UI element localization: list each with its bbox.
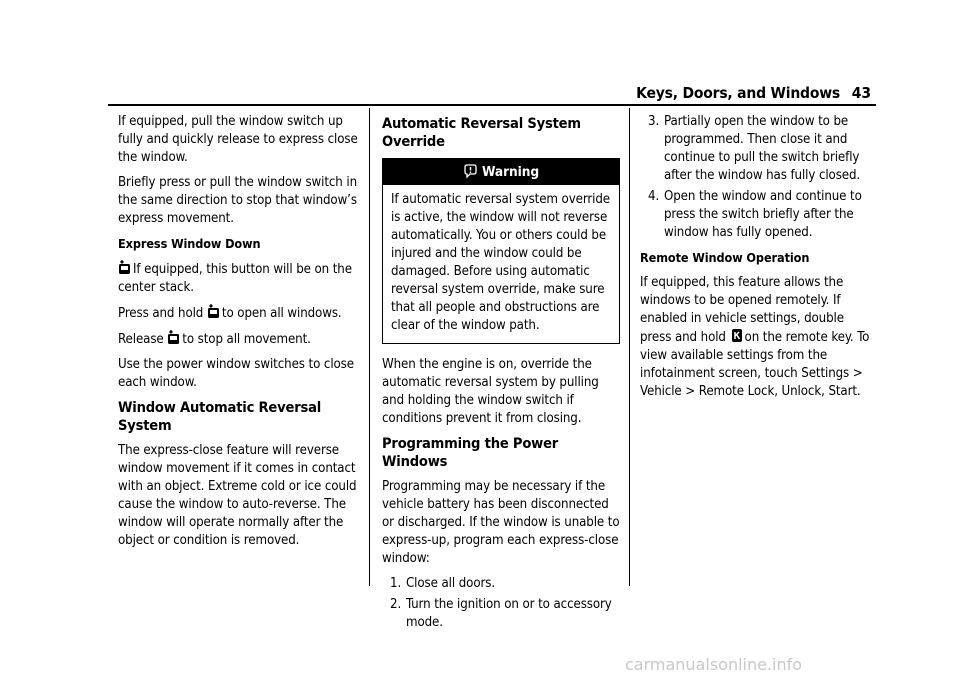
remote-text-b: on the remote key. To view available settings from the infotainment screen, touch Settings > Vehicle > Remote Lock, Unlock, Start. — [640, 330, 870, 399]
warning-header — [383, 159, 619, 185]
step-number: 4. — [648, 189, 660, 204]
warning-title: Warning — [482, 164, 539, 180]
paragraph-release — [118, 330, 358, 349]
open-all-text: to open all windows. — [221, 306, 342, 321]
paragraph-remote — [640, 274, 878, 401]
warning-text: If automatic reversal system override is active, the window will not reverse automatically. You or others could be injured and the window could be damaged. Before using automatic reversal system override, make sure that all people and obstructions are clear of the window path. — [391, 192, 610, 333]
list-item — [382, 575, 620, 593]
heading-auto-reversal: Window Automatic Reversal System — [118, 399, 322, 434]
step-text: Turn the ignition on or to accessory mode. — [406, 597, 612, 630]
column-divider-left — [369, 108, 370, 586]
center-stack-text: If equipped, this button will be on the center stack. — [118, 262, 352, 295]
programming-steps-1-2 — [382, 575, 620, 632]
express-window-down-icon — [207, 304, 221, 319]
step-number: 2. — [390, 597, 402, 612]
paragraph-override: When the engine is on, override the automatic reversal system by pulling and holding the window switch if conditions prevent it from closing. — [382, 357, 599, 426]
stop-movement-text: to stop all movement. — [182, 332, 311, 347]
paragraph-auto-reversal: The express-close feature will reverse window movement if it comes in contact with an object. Extreme cold or ice could cause the window to auto-reverse. The window will operate normally after the object or condition is removed. — [118, 443, 357, 548]
paragraph-programming: Programming may be necessary if the vehicle battery has been disconnected or discharged. If the window is unable to express-up, program each express-close window: — [382, 479, 620, 566]
step-text: Open the window and continue to press the switch briefly after the window has fully opened. — [664, 189, 862, 240]
page-number: 43 — [851, 84, 871, 102]
list-item — [640, 113, 878, 185]
express-window-down-icon — [118, 260, 132, 275]
column-1 — [118, 113, 358, 557]
page-header — [0, 76, 960, 106]
header-rule — [108, 104, 876, 106]
express-window-down-icon — [167, 330, 181, 345]
remote-text-a: If equipped, this feature allows the windows to be opened remotely. If enabled in vehicle settings, double press and hold — [640, 275, 844, 345]
step-text: Partially open the window to be programmed. Then close it and continue to pull the switch briefly after the window has fully closed. — [664, 114, 861, 183]
express-window-down-label: Express Window Down — [118, 236, 261, 251]
watermark: carmanualsonline.info — [625, 655, 803, 674]
remote-key-icon — [730, 328, 744, 343]
remote-window-label: Remote Window Operation — [640, 250, 810, 265]
paragraph-power-switches: Use the power window switches to close each window. — [118, 357, 354, 390]
press-hold-text: Press and hold — [118, 306, 204, 321]
column-2 — [382, 113, 620, 639]
programming-steps-3-4 — [640, 113, 878, 242]
step-text: Close all doors. — [406, 576, 495, 591]
list-item — [382, 596, 620, 632]
heading-programming: Programming the Power Windows — [382, 435, 559, 470]
paragraph-center-stack — [118, 260, 358, 297]
section-title: Keys, Doors, and Windows — [636, 84, 840, 102]
heading-override: Automatic Reversal System Override — [382, 115, 581, 150]
paragraph-stop-express: Briefly press or pull the window switch in the same direction to stop that window’s express movement. — [118, 175, 358, 226]
list-item — [640, 188, 878, 242]
column-3 — [640, 113, 878, 408]
step-number: 3. — [648, 114, 660, 129]
warning-box — [382, 158, 620, 344]
paragraph-express-close: If equipped, pull the window switch up fully and quickly release to express close the window. — [118, 114, 358, 165]
paragraph-press-hold — [118, 304, 358, 323]
step-number: 1. — [390, 576, 402, 591]
column-divider-right — [629, 108, 630, 586]
warning-icon — [463, 164, 478, 179]
release-text: Release — [118, 332, 164, 347]
